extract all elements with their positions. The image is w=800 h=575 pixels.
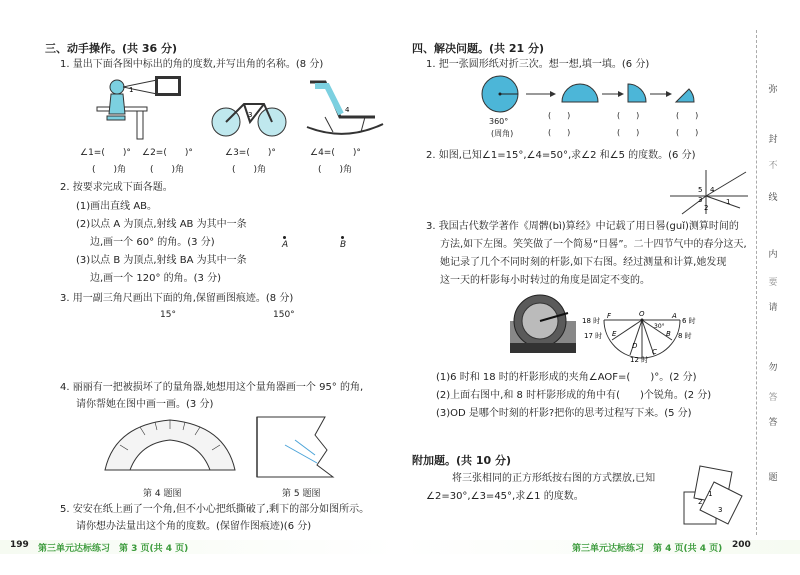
side-char-5: 请 [768,303,778,313]
q2-line3: 边,画一个 60° 的角。(3 分) [90,237,215,248]
line-label-2: 2 [704,204,709,212]
point-b-label: B [340,240,347,250]
square-label-2: 2 [698,498,703,506]
side-char-7: 答 [768,418,778,428]
q2-line2: (2)以点 A 为顶点,射线 AB 为其中一条 [76,219,247,230]
r-q3-sub2: (2)上面右图中,和 8 时杆影形成的角中有( )个锐角。(2 分) [436,390,712,401]
section-3-title: 三、动手操作。(共 36 分) [45,42,178,55]
r-q3-sub3: (3)OD 是哪个时刻的杆影?把你的思考过程写下来。(5 分) [436,408,692,419]
q1-angle-3: ∠3=( )° [225,148,276,158]
q3-angle-150: 150° [273,310,295,320]
line-label-1: 1 [726,198,731,206]
extra-line2: ∠2=30°,∠3=45°,求∠1 的度数。 [426,491,584,502]
label-A: A [672,312,677,320]
q4-line2: 请你帮她在图中画一画。(3 分) [76,399,214,410]
intersecting-lines-figure [668,168,750,216]
footer-right-text: 第三单元达标练习 第 4 页(共 4 页) [572,544,723,554]
shadow-angles-figure [582,298,702,363]
seal-line [756,30,757,535]
r-q3-line4: 这一天的杆影每小时转过的角度是固定不变的。 [440,275,650,286]
full-angle-name: (周角) [491,129,514,138]
extra-line1: 将三张相同的正方形纸按右图的方式摆放,已知 [452,473,656,484]
line-label-4: 4 [710,186,715,194]
folding-circle-figure [478,72,708,117]
q1-angle-1: ∠1=( )° [80,148,131,158]
q2-line1: (1)画出直线 AB。 [76,201,158,212]
footer-right-page-number: 200 [732,540,751,550]
r-q3-sub1: (1)6 时和 18 时的杆影形成的夹角∠AOF=( )°。(2 分) [436,372,697,383]
q3-angle-15: 15° [160,310,176,320]
blank-deg-2: ( ) [548,111,571,120]
three-squares-figure [680,462,748,526]
q2-text: 2. 按要求完成下面各题。 [60,182,173,193]
broken-protractor-figure [100,415,240,475]
point-b [341,236,344,239]
angle-label-3: 3 [248,111,253,119]
r-q3-line2: 方法,如下左图。笑笑做了一个简易“日晷”。二十四节气中的春分这天, [440,239,747,250]
q3-text: 3. 用一副三角尺画出下面的角,保留画图痕迹。(8 分) [60,293,294,304]
q2-line5: 边,画一个 120° 的角。(3 分) [90,273,221,284]
side-char-2: 封 [768,135,778,145]
r-q3-line1: 3. 我国古代数学著作《周髀(bì)算经》中记载了用日晷(guǐ)测算时间的 [426,221,739,232]
side-char-3: 线 [768,193,778,203]
r-q3-line3: 她记录了几个不同时刻的杆影,如下右图。经过测量和计算,她发现 [440,257,727,268]
point-a-label: A [282,240,289,250]
side-char-8: 题 [768,473,778,483]
angle-label-4: 4 [345,106,350,114]
label-18h: 18 时 [582,317,601,325]
section-4-title: 四、解决问题。(共 21 分) [412,42,545,55]
q1-name-1: ( )角 [92,165,127,175]
side-char-6: 勿 [768,363,778,373]
q1-name-2: ( )角 [150,165,185,175]
label-17h: 17 时 [584,332,603,340]
side-char-10: 要 [768,278,778,288]
bicycle-figure [210,92,290,142]
blank-name-3: ( ) [617,128,640,137]
q5-line2: 请你想办法量出这个角的度数。(保留作图痕迹)(6 分) [76,521,312,532]
fig5-caption: 第 5 题图 [282,489,321,499]
square-label-3: 3 [718,506,723,514]
label-D: D [632,342,638,350]
label-6h: 6 时 [682,317,696,325]
q1-angle-2: ∠2=( )° [142,148,193,158]
sundial-photo [508,293,578,355]
side-char-9: 不 [768,161,778,171]
q1-name-4: ( )角 [318,165,353,175]
q1-angle-4: ∠4=( )° [310,148,361,158]
extra-section-title: 附加题。(共 10 分) [412,454,512,467]
q1-text: 1. 量出下面各图中标出的角的度数,并写出角的名称。(8 分) [60,59,324,70]
square-label-1: 1 [708,490,713,498]
label-30deg: 30° [654,323,665,330]
q4-line1: 4. 丽丽有一把被损坏了的量角器,她想用这个量角器画一个 95° 的角, [60,382,364,393]
blank-deg-4: ( ) [676,111,699,120]
line-label-5: 5 [698,186,703,194]
q2-line4: (3)以点 B 为顶点,射线 BA 为其中一条 [76,255,247,266]
blank-name-2: ( ) [548,128,571,137]
footer-left-text: 第三单元达标练习 第 3 页(共 4 页) [38,544,189,554]
footer-left-page-number: 199 [10,540,29,550]
r-q2-text: 2. 如图,已知∠1=15°,∠4=50°,求∠2 和∠5 的度数。(6 分) [426,150,696,161]
side-char-4: 内 [768,250,778,260]
blank-name-4: ( ) [676,128,699,137]
label-C: C [652,348,657,356]
angle-label-1: 1 [129,86,134,94]
torn-angle-figure [255,415,340,480]
label-12h: 12 时 [630,356,649,363]
fig4-caption: 第 4 题图 [143,489,182,499]
desk-girl-figure [95,72,185,142]
point-a [283,236,286,239]
rocking-chair-figure [305,72,385,142]
r-q1-text: 1. 把一张圆形纸对折三次。想一想,填一填。(6 分) [426,59,650,70]
blank-deg-3: ( ) [617,111,640,120]
label-8h: 8 时 [678,332,692,340]
side-char-1: 弥 [768,85,778,95]
side-char-11: 答 [768,393,778,403]
label-F: F [607,312,612,320]
label-O: O [639,310,645,318]
q1-name-3: ( )角 [232,165,267,175]
label-E: E [612,330,617,338]
q5-line1: 5. 安安在纸上画了一个角,但不小心把纸撕破了,剩下的部分如图所示。 [60,504,370,515]
line-label-3: 3 [698,196,703,204]
full-angle-deg: 360° [489,117,509,126]
label-B: B [666,330,671,338]
